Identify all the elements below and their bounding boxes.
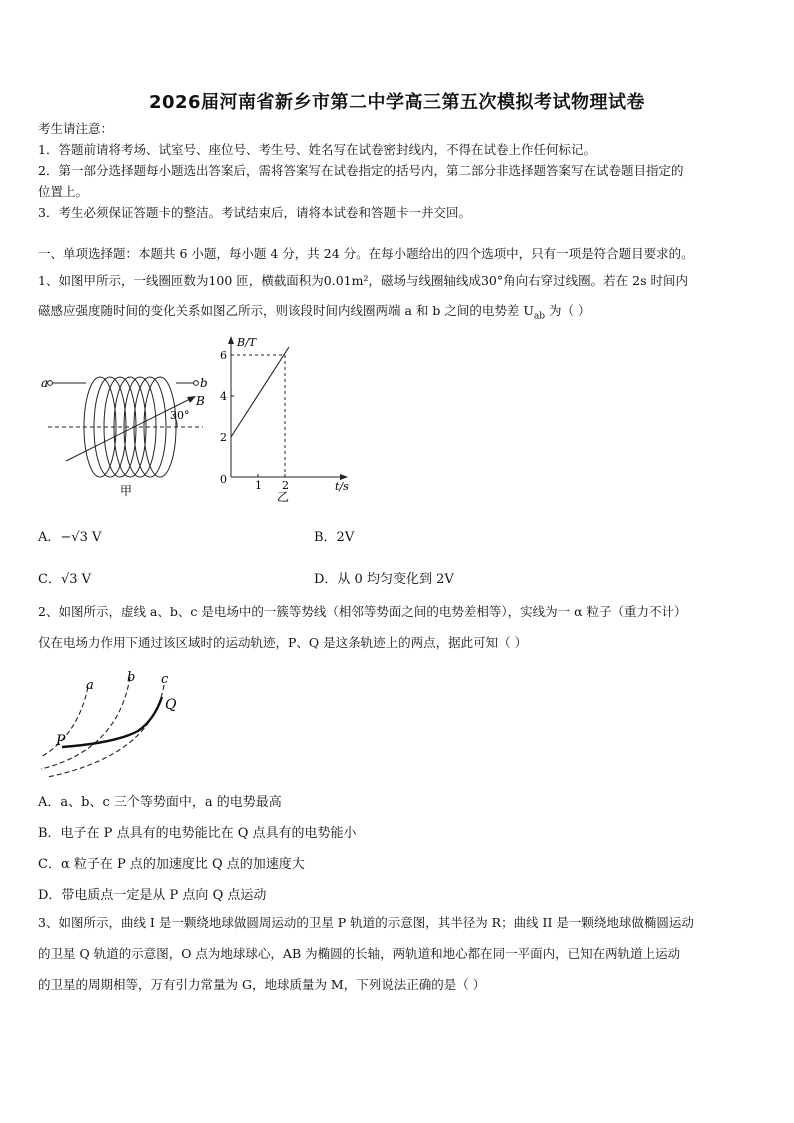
label-P: P <box>56 733 66 749</box>
q1-option-c[interactable] <box>38 568 91 587</box>
question-3-text-2: 的卫星 Q 轨道的示意图，O 点为地球球心，AB 为椭圆的长轴，两轨道和地心都在同一平面内，已知在两轨道上运动 <box>38 946 681 961</box>
section-heading: 一、单项选择题：本题共 6 小题，每小题 4 分，共 24 分。在每小题给出的四个选项中，只有一项是符合题目要求的。 <box>38 246 694 261</box>
q1-option-a[interactable] <box>38 526 101 545</box>
subscript-ab: ab <box>533 311 545 322</box>
question-2-text-2: 仅在电场力作用下通过该区域时的运动轨迹，P、Q 是这条轨迹上的两点，据此可知（ ） <box>38 635 528 650</box>
notice-heading: 考生请注意： <box>38 121 114 136</box>
equipotential-lines <box>41 677 164 777</box>
y-tick: 6 <box>220 349 227 362</box>
q2-option-b[interactable]: B．电子在 P 点具有的电势能比在 Q 点具有的电势能小 <box>38 826 357 841</box>
label-angle: 30° <box>170 409 190 422</box>
y-axis-label: B/T <box>237 336 257 349</box>
notice-item: 2．第一部分选择题每小题选出答案后，需将答案写在试卷指定的括号内，第二部分非选择题答案写在试卷题目指定的 <box>38 163 684 178</box>
y-tick: 4 <box>220 390 227 403</box>
question-3-text-3: 的卫星的周期相等，万有引力常量为 G，地球质量为 M，下列说法正确的是（ ） <box>38 977 486 992</box>
figure-equipotential <box>36 665 196 780</box>
q1-option-b[interactable]: B．2V <box>314 530 355 545</box>
q2-option-d[interactable]: D．带电质点一定是从 P 点向 Q 点运动 <box>38 888 267 903</box>
q2-option-c[interactable]: C．α 粒子在 P 点的加速度比 Q 点的加速度大 <box>38 857 305 872</box>
question-1-text-end: 为（ ） <box>545 303 591 318</box>
y-tick: 2 <box>220 431 227 444</box>
label-c: c <box>161 672 169 687</box>
label-b: b <box>127 670 136 685</box>
particle-trajectory <box>62 697 162 747</box>
terminal-b <box>194 381 199 386</box>
terminal-a <box>48 381 53 386</box>
label-a: a <box>41 376 49 390</box>
option-letter: C． <box>38 572 61 587</box>
question-3-text: 3、如图所示，曲线 I 是一颗绕地球做圆周运动的卫星 P 轨道的示意图，其半径为 R；曲线 II 是一颗绕地球做椭圆运动 <box>38 915 694 930</box>
x-axis-label: t/s <box>335 480 349 493</box>
question-2-text: 2、如图所示，虚线 a、b、c 是电场中的一簇等势线（相邻等势面之间的电势差相等），实线为一 α 粒子（重力不计） <box>38 604 687 619</box>
bt-line <box>231 347 289 437</box>
page-title: 2026届河南省新乡市第二中学高三第五次模拟考试物理试卷 <box>148 92 646 113</box>
option-value: √3 V <box>60 572 92 587</box>
x-tick: 2 <box>282 479 289 492</box>
label-a: a <box>86 678 94 693</box>
label-B: B <box>196 394 205 408</box>
label-Q: Q <box>165 697 177 713</box>
option-letter: A． <box>38 530 61 545</box>
y-axis-arrow-icon <box>228 336 234 344</box>
figure-bt-graph <box>215 333 360 503</box>
notice-item: 3．考生必须保证答题卡的整洁。考试结束后，请将本试卷和答题卡一并交回。 <box>38 205 471 220</box>
origin-label: 0 <box>220 473 227 486</box>
field-arrow-icon <box>187 396 196 403</box>
notice-item: 位置上。 <box>38 184 89 199</box>
x-tick: 1 <box>255 479 262 492</box>
caption-jia: 甲 <box>120 484 133 498</box>
option-value: −√3 V <box>60 530 102 545</box>
label-b: b <box>200 376 208 390</box>
q1-option-d[interactable]: D．从 0 均匀变化到 2V <box>314 572 454 587</box>
question-1-text-part: 磁感应强度随时间的变化关系如图乙所示，则该段时间内线圈两端 a 和 b 之间的电势差 U <box>38 303 534 318</box>
caption-yi: 乙 <box>277 490 290 503</box>
notice-item: 1．答题前请将考场、试室号、座位号、考生号、姓名写在试卷密封线内，不得在试卷上作任何标记。 <box>38 142 596 157</box>
question-1-text-2 <box>38 303 590 325</box>
figure-coil <box>38 345 218 505</box>
question-1-text: 1、如图甲所示，一线圈匝数为100 匝，横截面积为0.01m²，磁场与线圈轴线成30°角向右穿过线圈。若在 2s 时间内 <box>38 273 688 288</box>
q2-option-a[interactable]: A．a、b、c 三个等势面中，a 的电势最高 <box>38 795 282 810</box>
